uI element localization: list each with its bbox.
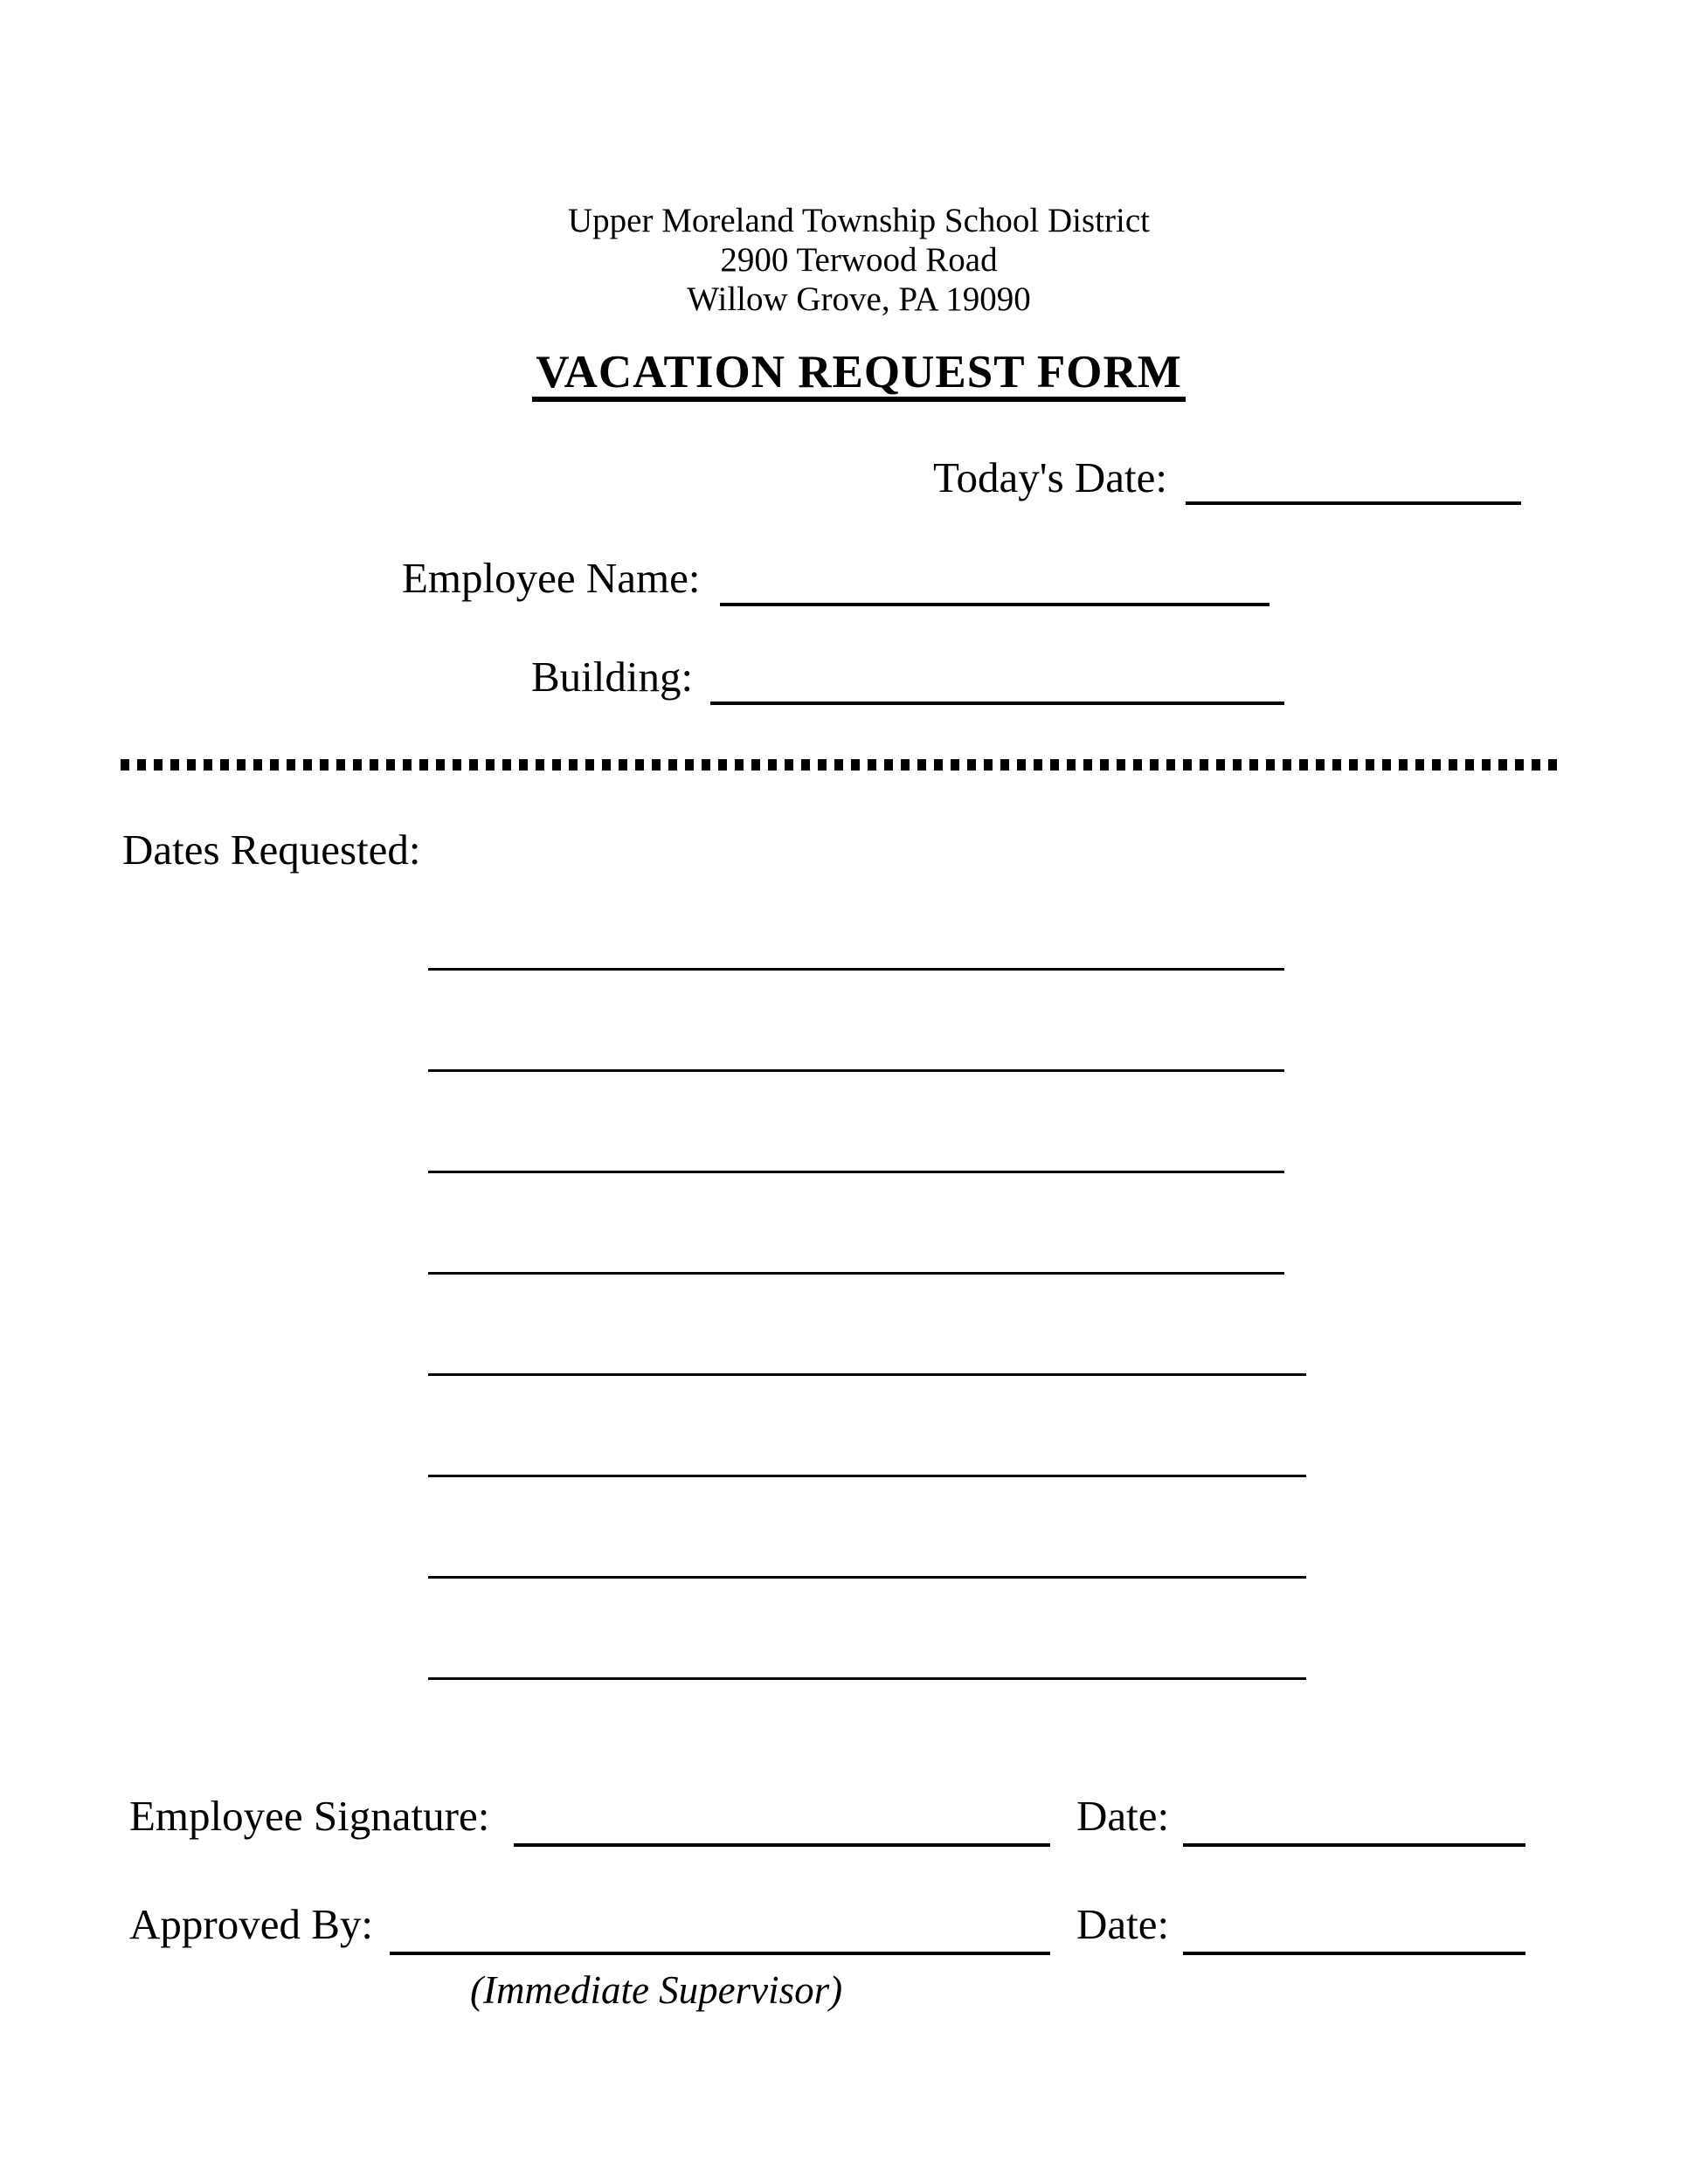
- approved-by-label: Approved By:: [129, 1900, 373, 1948]
- building-label: Building:: [531, 653, 694, 701]
- todays-date-field-line[interactable]: [1186, 501, 1521, 505]
- dates-requested-line-8[interactable]: [428, 1677, 1306, 1680]
- address-line-2: Willow Grove, PA 19090: [687, 280, 1031, 318]
- dates-requested-line-5[interactable]: [428, 1373, 1306, 1376]
- employee-signature-label: Employee Signature:: [129, 1792, 490, 1840]
- address-line-1: 2900 Terwood Road: [720, 241, 998, 279]
- letterhead: [30, 201, 1688, 319]
- dates-requested-line-3[interactable]: [428, 1171, 1284, 1173]
- dates-requested-label: Dates Requested:: [122, 826, 421, 874]
- dates-requested-line-7[interactable]: [428, 1576, 1306, 1579]
- employee-signature-date-field-line[interactable]: [1183, 1843, 1525, 1847]
- approved-by-date-label: Date:: [1076, 1900, 1170, 1948]
- building-field-line[interactable]: [710, 702, 1284, 705]
- employee-name-label: Employee Name:: [402, 554, 701, 602]
- employee-signature-field-line[interactable]: [514, 1843, 1050, 1847]
- todays-date-label: Today's Date:: [933, 453, 1168, 501]
- employee-name-field-line[interactable]: [720, 603, 1269, 606]
- district-name: Upper Moreland Township School District: [568, 202, 1150, 239]
- immediate-supervisor-note: (Immediate Supervisor): [470, 1968, 843, 2012]
- approved-by-field-line[interactable]: [390, 1952, 1050, 1955]
- approved-by-date-field-line[interactable]: [1183, 1952, 1525, 1955]
- dates-requested-line-2[interactable]: [428, 1069, 1284, 1072]
- dates-requested-line-1[interactable]: [428, 968, 1284, 971]
- dates-requested-line-6[interactable]: [428, 1475, 1306, 1477]
- section-divider: [121, 759, 1564, 771]
- title-row: [30, 349, 1688, 402]
- employee-signature-date-label: Date:: [1076, 1792, 1170, 1840]
- form-title: VACATION REQUEST FORM: [532, 349, 1186, 402]
- dates-requested-line-4[interactable]: [428, 1272, 1284, 1275]
